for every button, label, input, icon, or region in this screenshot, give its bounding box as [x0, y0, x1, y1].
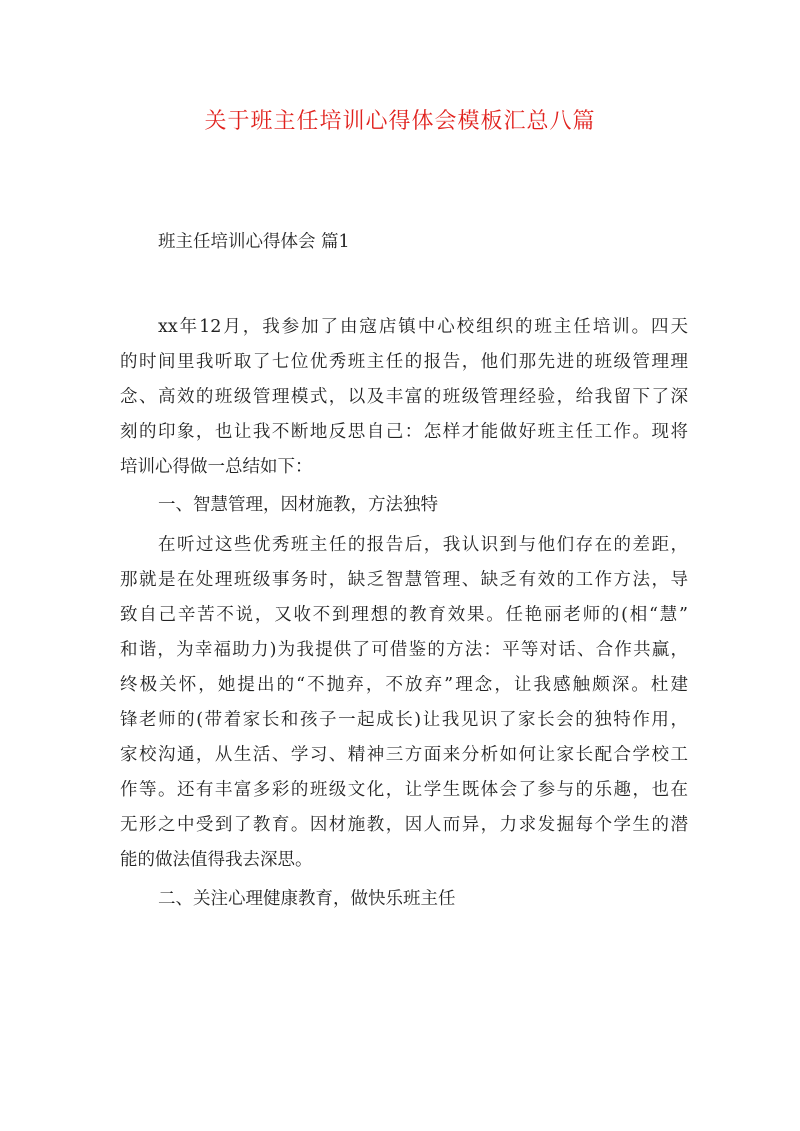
paragraph-line: 刻的印象，也让我不断地反思自己：怎样才能做好班主任工作。现将: [120, 422, 688, 442]
paragraph-line: 致自己辛苦不说，又收不到理想的教育效果。任艳丽老师的(相“慧”: [120, 605, 688, 625]
section-heading: 二、关注心理健康教育，做快乐班主任: [158, 889, 456, 909]
paragraph-line: 在听过这些优秀班主任的报告后，我认识到与他们存在的差距，: [158, 535, 688, 555]
section-heading: 一、智慧管理，因材施教，方法独特: [158, 495, 438, 515]
section-subtitle: 班主任培训心得体会 篇1: [158, 232, 350, 252]
paragraph-line: 家校沟通，从生活、学习、精神三方面来分析如何让家长配合学校工: [120, 745, 688, 765]
document-title: 关于班主任培训心得体会模板汇总八篇: [204, 109, 596, 134]
paragraph-line: 能的做法值得我去深思。: [120, 850, 313, 870]
paragraph-line: 的时间里我听取了七位优秀班主任的报告，他们那先进的班级管理理: [120, 352, 688, 372]
paragraph-line: 终极关怀，她提出的“不抛弃，不放弃”理念，让我感触颇深。杜建: [120, 675, 688, 695]
paragraph-line: 培训心得做一总结如下：: [120, 457, 313, 477]
paragraph-line: 和谐，为幸福助力)为我提供了可借鉴的方法：平等对话、合作共赢，: [120, 640, 688, 660]
paragraph-line: 锋老师的(带着家长和孩子一起成长)让我见识了家长会的独特作用，: [120, 710, 688, 730]
paragraph-line: 念、高效的班级管理模式，以及丰富的班级管理经验，给我留下了深: [120, 387, 688, 407]
paragraph-line: 那就是在处理班级事务时，缺乏智慧管理、缺乏有效的工作方法，导: [120, 570, 688, 590]
paragraph-line: xx年12月，我参加了由寇店镇中心校组织的班主任培训。四天: [158, 317, 688, 337]
paragraph-line: 作等。还有丰富多彩的班级文化，让学生既体会了参与的乐趣，也在: [120, 780, 688, 800]
paragraph-line: 无形之中受到了教育。因材施教，因人而异，力求发掘每个学生的潜: [120, 815, 688, 835]
